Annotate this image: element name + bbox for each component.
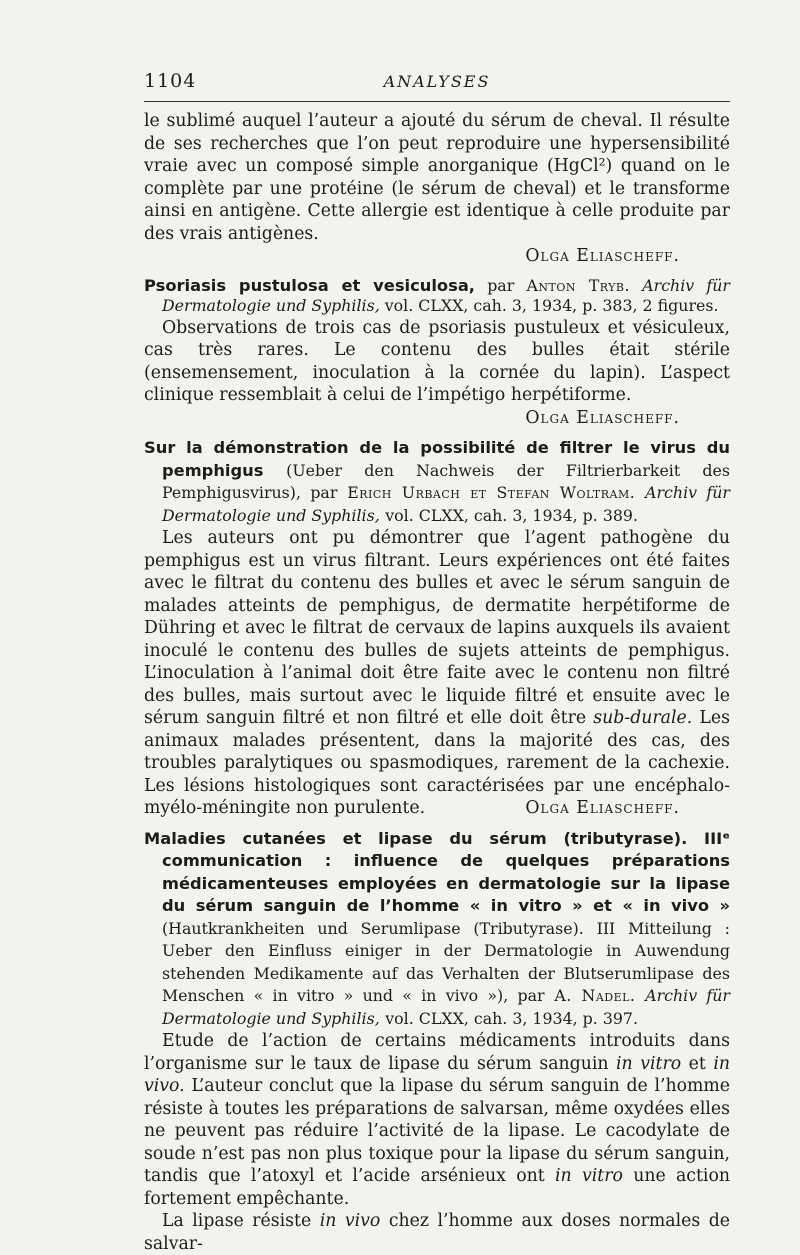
citation: vol. CLXX, cah. 3, 1934, p. 383, 2 figures. [385, 296, 719, 315]
article-body [144, 317, 730, 407]
article-body [144, 1210, 730, 1255]
article-reference [144, 437, 730, 527]
intro-signature: Olga Eliascheff. [144, 245, 730, 268]
journal-name: Archiv für Dermatologie und Syphilis, [162, 986, 730, 1028]
article-reference [144, 828, 730, 1031]
emphasis: in vivo [320, 1211, 381, 1231]
page-number: 1104 [144, 70, 196, 92]
citation: vol. CLXX, cah. 3, 1934, p. 397. [385, 1009, 638, 1028]
page-header [144, 68, 730, 94]
article-body-text: L’auteur conclut que la lipase du sérum sanguin de l’homme résiste à toutes les préparations de salvarsan, même oxydées elles ne peuvent pas réduire l’activité de la lipase. Le cacodylate de soude n’est pas non plus toxique pour la lipase du sérum sanguin, tandis que l’atoxyl et l’acide arsénieux ont [144, 1076, 730, 1186]
article-author: Erich Urbach et Stefan Woltram. [347, 483, 635, 502]
by-word: par [487, 276, 514, 295]
article-signature: Olga Eliascheff. [507, 797, 730, 820]
article-body-text: et [689, 1054, 706, 1074]
article-reference [144, 276, 730, 317]
emphasis: in vitro [616, 1054, 681, 1074]
article-pemphigus [144, 437, 730, 820]
article-body [144, 1030, 730, 1210]
article-translation: (Ueber den Nachweis der Filtrierbarkeit des Pemphigusvirus), par [162, 461, 730, 503]
article-psoriasis [144, 276, 730, 430]
article-lipase [144, 828, 730, 1255]
intro-paragraph: le sublimé auquel l’auteur a ajouté du sérum de cheval. Il résulte de ses recherches que l’on peut reproduire une hypersensibilité vraie avec un composé simple anorganique (HgCl²) quand on le complète par une protéine (le sérum de cheval) et le transforme ainsi en antigène. Cette allergie est identique à celle produite par des vrais antigènes. [144, 110, 730, 245]
running-head: ANALYSES [144, 72, 730, 91]
article-author: A. Nadel. [554, 986, 635, 1005]
journal-name: Archiv für Dermatologie und Syphilis, [162, 276, 730, 316]
journal-name: Archiv für Dermatologie und Syphilis, [162, 483, 730, 525]
article-body-text: une action fortement empêchante. [144, 1166, 730, 1209]
article-body-text: Les animaux malades présentent, dans la majorité des cas, des troubles paralytiques ou spasmodiques, rarement de la cachexie. Les lésions histologiques sont caractérisées par une encéphalo-myélo-méningite non purulente. [144, 708, 730, 818]
article-signature: Olga Eliascheff. [507, 407, 730, 430]
article-title: Maladies cutanées et lipase du sérum (tributyrase). IIIᵉ communication : influence de quelques préparations médicamenteuses employées en dermatologie sur la lipase du sérum sanguin de l’homme « in vitro » et « in vivo » [144, 829, 730, 916]
emphasis: in vivo. [144, 1054, 730, 1097]
citation: vol. CLXX, cah. 3, 1934, p. 389. [385, 506, 638, 525]
article-translation: (Hautkrankheiten und Serumlipase (Tributyrase). III Mitteilung : Ueber den Einfluss einiger in der Dermatologie in Auwendung stehenden Medikamente auf das Verhalten der Blutserumlipase des Menschen « in vitro » und « in vivo »), par [162, 919, 730, 1006]
article-body-text: chez l’homme aux doses normales de salvar- [144, 1211, 730, 1254]
article-body-text: Etude de l’action de certains médicaments introduits dans l’organisme sur le taux de lipase du sérum sanguin [144, 1031, 730, 1074]
emphasis: in vitro [555, 1166, 623, 1186]
page-content [144, 110, 730, 1255]
article-title: Psoriasis pustulosa et vesiculosa, [144, 276, 475, 295]
emphasis: sub-durale. [593, 708, 692, 728]
article-body-text: La lipase résiste [162, 1211, 311, 1231]
article-body [144, 527, 730, 820]
header-rule [144, 101, 730, 102]
article-author: Anton Tryb. [526, 276, 630, 295]
article-body-text: Les auteurs ont pu démontrer que l’agent pathogène du pemphigus est un virus filtrant. Leurs expériences ont été faites avec le filtrat du contenu des bulles et avec le sérum sanguin de malades atteints de pemphigus, de dermatite herpétiforme de Dühring et avec le filtrat de cervaux de lapins auxquels ils avaient inoculé le contenu des bulles de sujets atteints de pemphigus. L’inoculation à l’animal doit être faite avec le contenu non filtré des bulles, mais surtout avec le liquide filtré et ensuite avec le sérum sanguin filtré et non filtré et elle doit être [144, 528, 730, 728]
article-body-text: Observations de trois cas de psoriasis pustuleux et vésiculeux, cas très rares. Le contenu des bulles était stérile (ensemensement, inoculation à la cornée du lapin). L’aspect clinique ressemblait à celui de l’impétigo herpétiforme. [144, 318, 730, 406]
article-title: Sur la démonstration de la possibilité de filtrer le virus du pemphigus [144, 438, 730, 480]
